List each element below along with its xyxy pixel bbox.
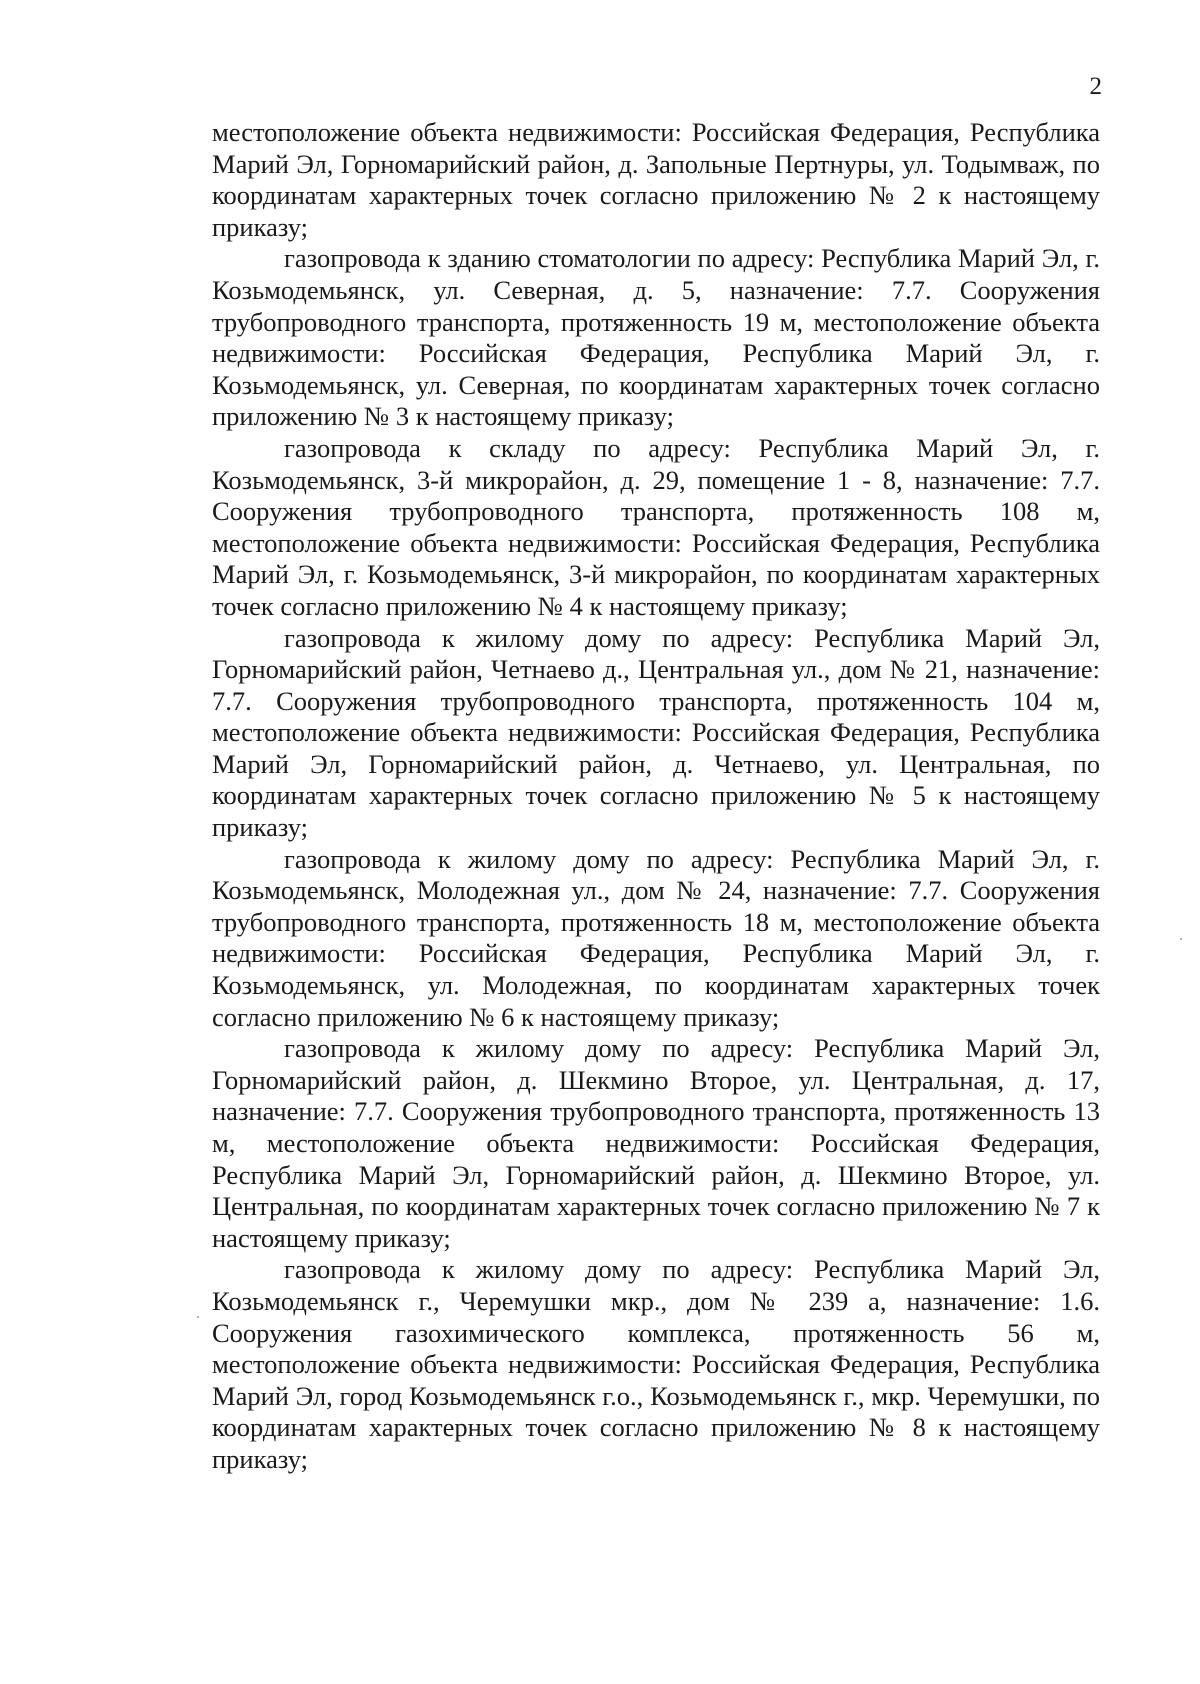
paragraph: газопровода к складу по адресу: Республика Марий Эл, г. Козьмодемьянск, 3-й микрорайон, д. 29, помещение 1 - 8, назначение: 7.7. Сооружения трубопроводного транспорта, протяженность 108 м, местоположение объекта недвижимости: Российская Федерация, Республика Марий Эл, г. Козьмодемьянск, 3-й микрорайон, по координатам характерных точек согласно приложению № 4 к настоящему приказу;: [212, 432, 1100, 621]
paragraph: газопровода к жилому дому по адресу: Республика Марий Эл, Горномарийский район, д. Шекмино Второе, ул. Центральная, д. 17, назначение: 7.7. Сооружения трубопроводного транспорта, протяженность 13 м, местоположение объекта недвижимости: Российская Федерация, Республика Марий Эл, Горномарийский район, д. Шекмино Второе, ул. Центральная, по координатам характерных точек согласно приложению № 7 к настоящему приказу;: [212, 1033, 1100, 1253]
paragraph: газопровода к жилому дому по адресу: Республика Марий Эл, Козьмодемьянск г., Черемушки мкр., дом № 239 а, назначение: 1.6. Сооружения газохимического комплекса, протяженность 56 м, местоположение объекта недвижимости: Российская Федерация, Республика Марий Эл, город Козьмодемьянск г.о., Козьмодемьянск г., мкр. Черемушки, по координатам характерных точек согласно приложению № 8 к настоящему приказу;: [212, 1254, 1100, 1474]
paragraph: газопровода к жилому дому по адресу: Республика Марий Эл, Горномарийский район, Четнаево д., Центральная ул., дом № 21, назначение: 7.7. Сооружения трубопроводного транспорта, протяженность 104 м, местоположение объекта недвижимости: Российская Федерация, Республика Марий Эл, Горномарийский район, д. Четнаево, ул. Центральная, по координатам характерных точек согласно приложению № 5 к настоящему приказу;: [212, 622, 1100, 843]
scan-speck: [197, 1316, 199, 1318]
page-number: 2: [1089, 73, 1102, 100]
document-body: [212, 117, 1100, 1476]
paragraph: газопровода к жилому дому по адресу: Республика Марий Эл, г. Козьмодемьянск, Молодежная ул., дом № 24, назначение: 7.7. Сооружения трубопроводного транспорта, протяженность 18 м, местоположение объекта недвижимости: Российская Федерация, Республика Марий Эл, г. Козьмодемьянск, ул. Молодежная, по координатам характерных точек согласно приложению № 6 к настоящему приказу;: [212, 843, 1100, 1032]
scan-speck: [1180, 938, 1182, 940]
paragraph: газопровода к зданию стоматологии по адресу: Республика Марий Эл, г. Козьмодемьянск, ул. Северная, д. 5, назначение: 7.7. Сооружения трубопроводного транспорта, протяженность 19 м, местоположение объекта недвижимости: Российская Федерация, Республика Марий Эл, г. Козьмодемьянск, ул. Северная, по координатам характерных точек согласно приложению № 3 к настоящему приказу;: [212, 243, 1100, 432]
paragraph: местоположение объекта недвижимости: Российская Федерация, Республика Марий Эл, Горномарийский район, д. Запольные Пертнуры, ул. Тодымваж, по координатам характерных точек согласно приложению № 2 к настоящему приказу;: [212, 117, 1100, 242]
